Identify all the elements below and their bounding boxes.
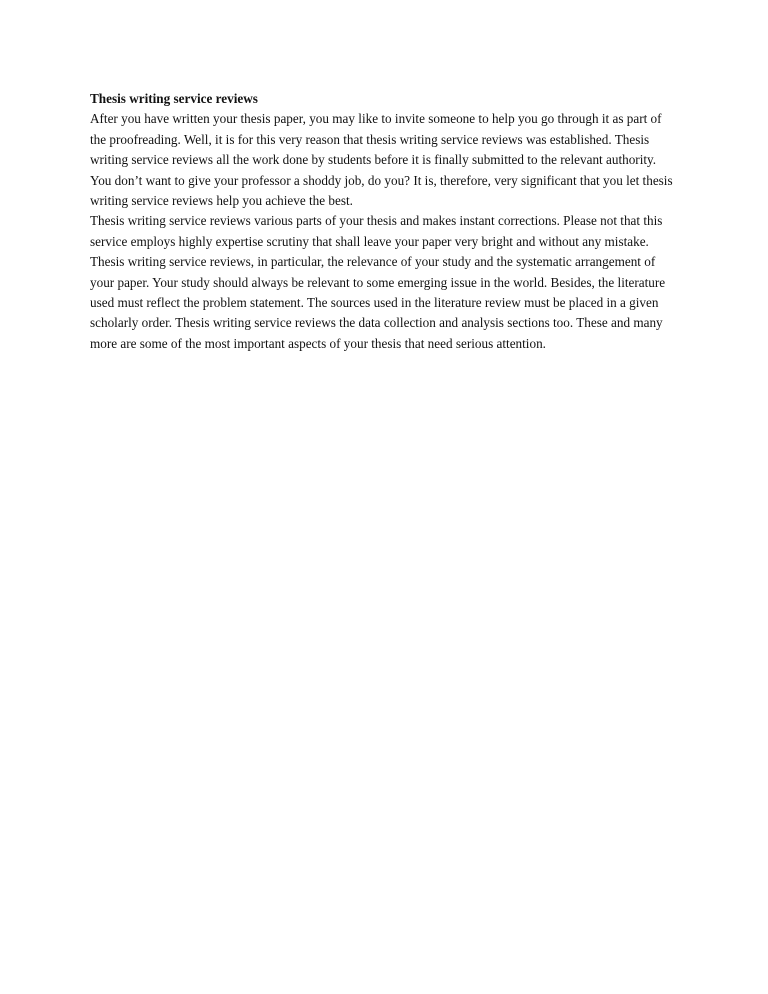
paragraph-1: After you have written your thesis paper, you may like to invite someone to help you go through it as part of the proofreading. Well, it is for this very reason that thesis writing service reviews was established. Thesis writing service reviews all the work done by students before it is finally submitted to the relevant authority. You don’t want to give your professor a shoddy job, do you? It is, therefore, very significant that you let thesis writing service reviews help you achieve the best. (90, 111, 673, 209)
document-body (90, 89, 678, 354)
document-title: Thesis writing service reviews (90, 91, 258, 106)
paragraph-2: Thesis writing service reviews various parts of your thesis and makes instant corrections. Please not that this service employs highly expertise scrutiny that shall leave your paper very bright and without any mistake. Thesis writing service reviews, in particular, the relevance of your study and the systematic arrangement of your paper. Your study should always be relevant to some emerging issue in the world. Besides, the literature used must reflect the problem statement. The sources used in the literature review must be placed in a given scholarly order. Thesis writing service reviews the data collection and analysis sections too. These and many more are some of the most important aspects of your thesis that need serious attention. (90, 213, 666, 351)
